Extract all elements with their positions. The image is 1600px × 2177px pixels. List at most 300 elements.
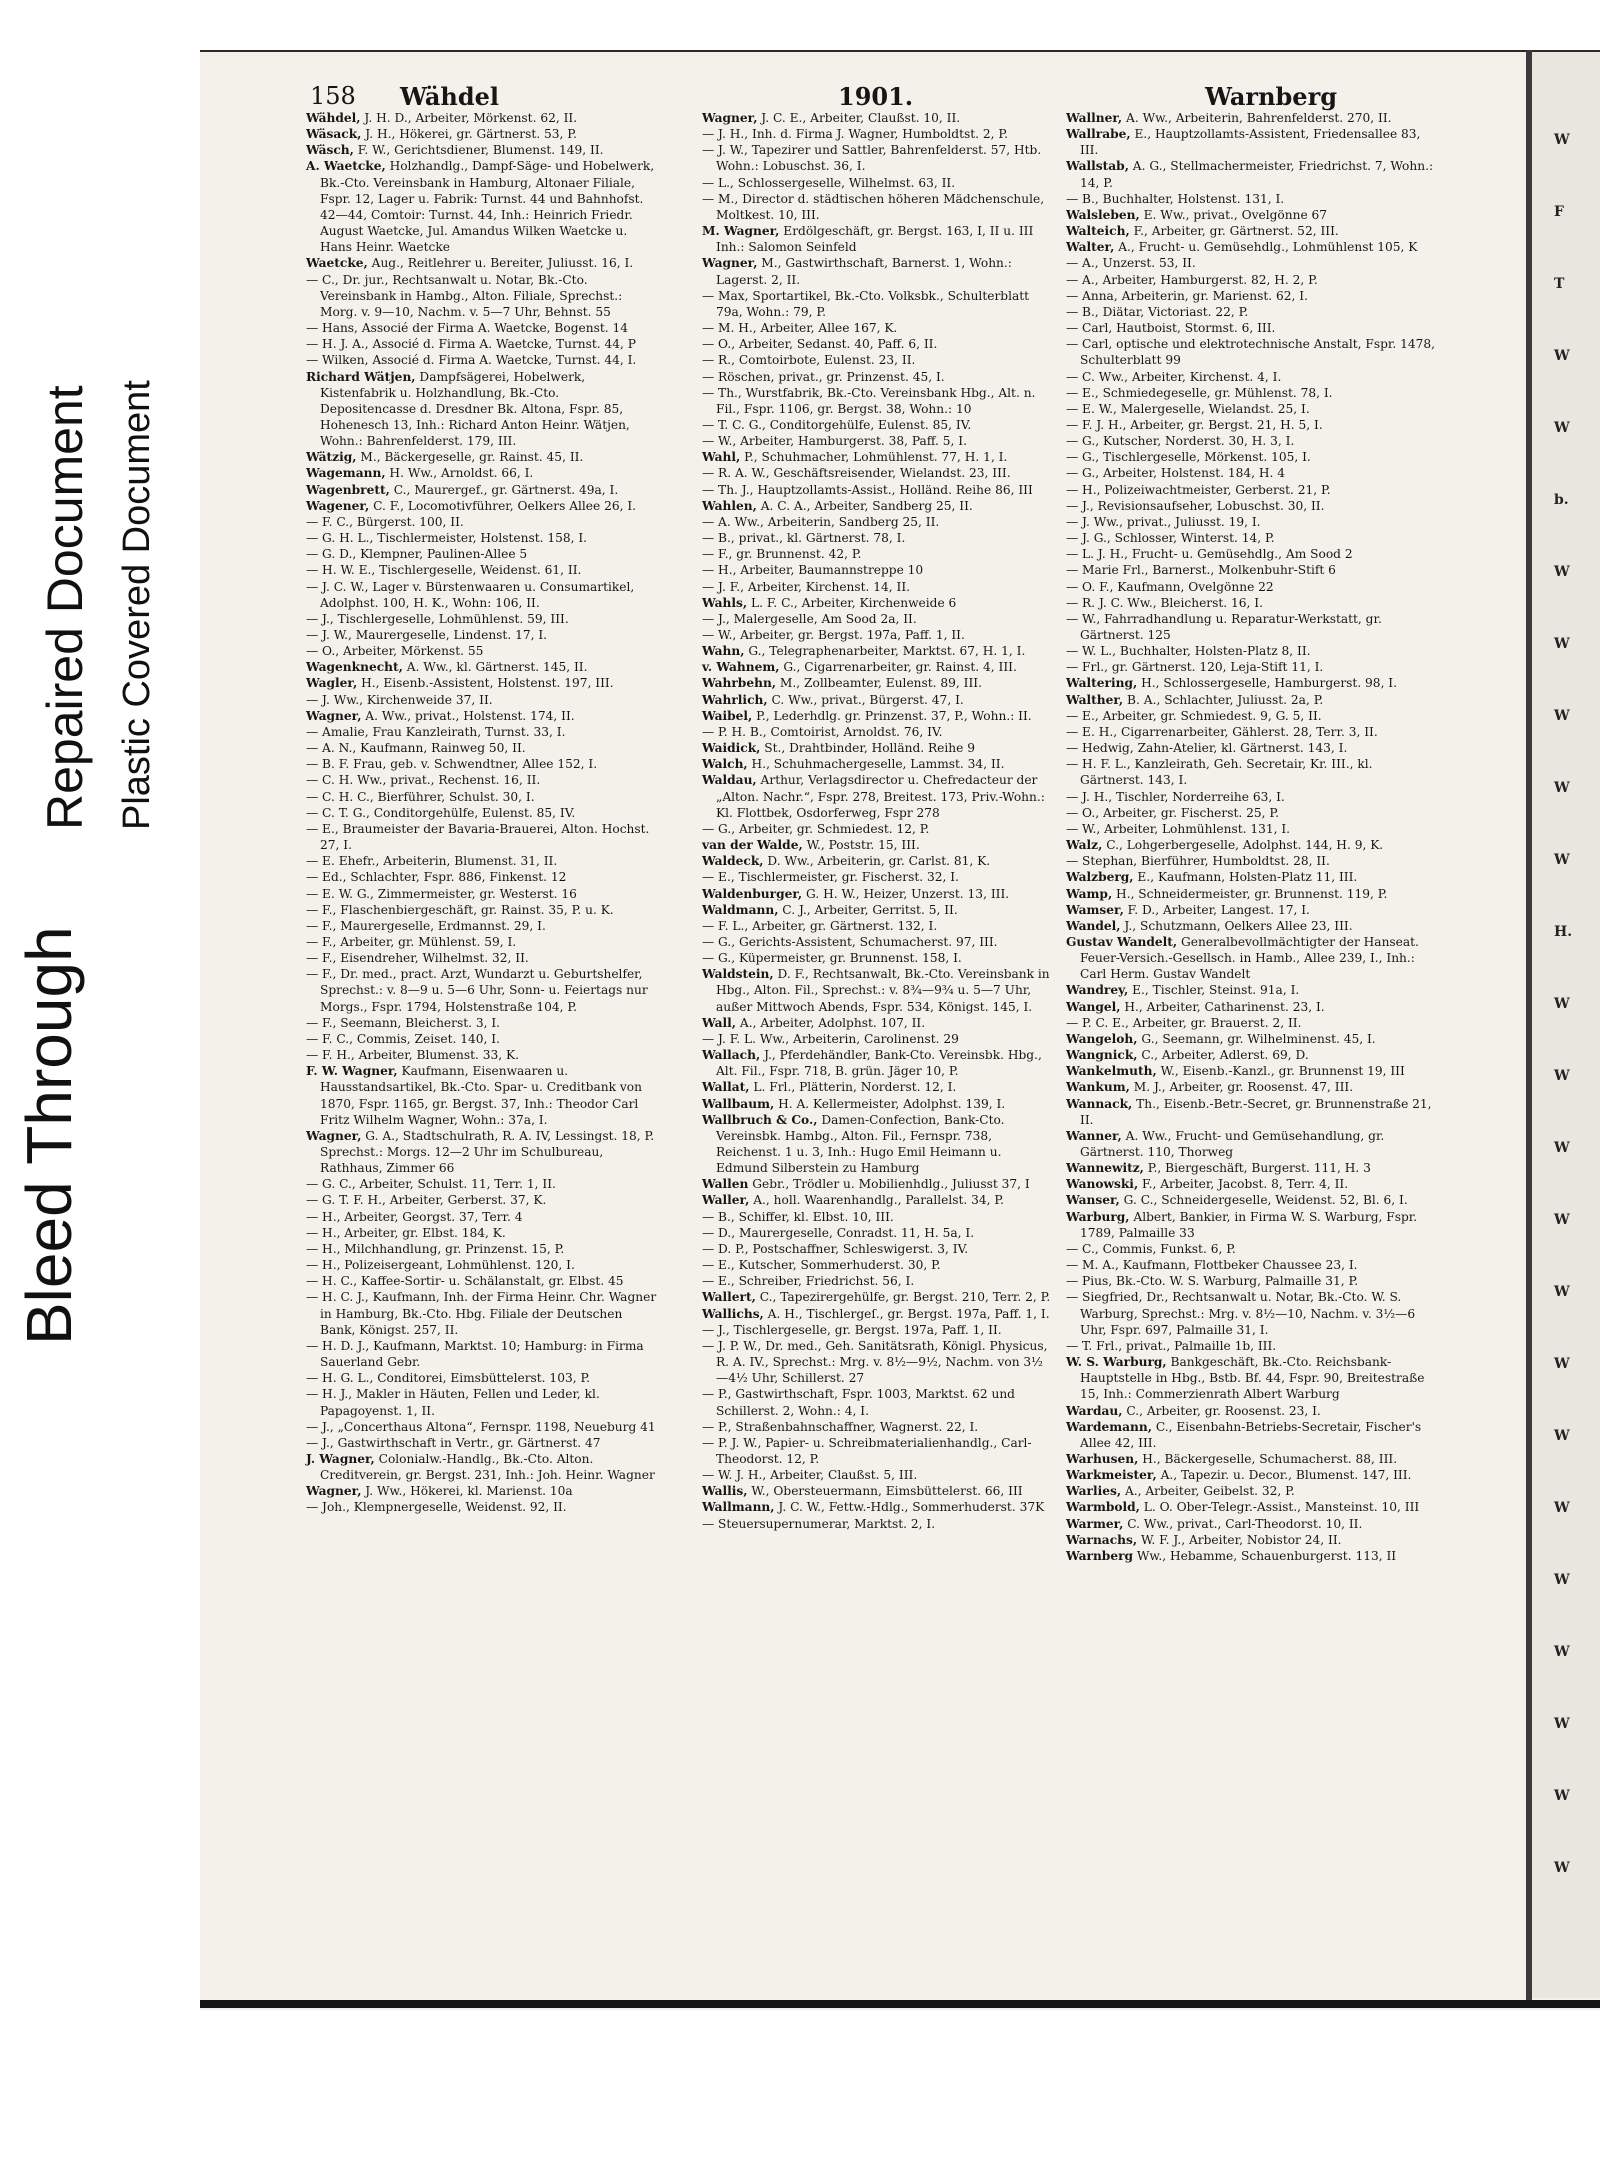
entry-details: J., Pferdehändler, Bank-Cto. Vereinsbk. Hbg., Alt. Fil., Fspr. 718, B. grün. Jäger 10, P. (716, 1048, 1042, 1079)
entry-details: C. Ww., privat., Bürgerst. 47, I. (767, 692, 964, 707)
directory-entry (1066, 659, 1438, 675)
entry-details: — H. C., Kaffee-Sortir- u. Schälanstalt, gr. Elbst. 45 (306, 1274, 624, 1289)
directory-entry (306, 579, 658, 611)
entry-details: J. C. W., Fettw.-Hdlg., Sommerhuderst. 37K (774, 1500, 1045, 1515)
directory-entry (306, 692, 658, 708)
directory-entry (702, 320, 1054, 336)
directory-entry (702, 1516, 1054, 1532)
entry-name: Wandel, (1066, 918, 1121, 933)
directory-entry (306, 805, 658, 821)
adjacent-page-fragment: F (1554, 204, 1564, 220)
entry-details: A. G., Stellmachermeister, Friedrichst. 7, Wohn.: 14, P. (1080, 159, 1434, 190)
directory-entry (702, 352, 1054, 368)
directory-entry (306, 126, 658, 142)
entry-details: A. Ww., Frucht- und Gemüsehandlung, gr. Gärtnerst. 110, Thorweg (1080, 1128, 1385, 1159)
directory-entry (702, 255, 1054, 287)
entry-details: E., Tischler, Steinst. 91a, I. (1128, 983, 1300, 998)
directory-entry (702, 1209, 1054, 1225)
entry-name: Wagner, (702, 256, 758, 271)
directory-entry (306, 1031, 658, 1047)
directory-entry (702, 692, 1054, 708)
entry-details: W., Obersteuermann, Eimsbüttelerst. 66, III (747, 1484, 1023, 1499)
directory-entry (1066, 336, 1438, 368)
directory-entry (702, 579, 1054, 595)
entry-details: — J. Ww., Kirchenweide 37, II. (306, 692, 493, 707)
entry-name: Wagner, (702, 111, 758, 125)
adjacent-page-fragment: W (1554, 996, 1570, 1012)
entry-details: — F., Dr. med., pract. Arzt, Wundarzt u. Geburtshelfer, Sprechst.: v. 8—9 u. 5—6 Uhr, Sonn- u. Feiertags nur Morgs., Fspr. 1794, Holstenstraße 104, P. (306, 967, 648, 1014)
directory-entry (1066, 401, 1438, 417)
directory-entry (1066, 918, 1438, 934)
entry-name: A. Waetcke, (306, 159, 386, 174)
entry-details: — Frl., gr. Gärtnerst. 120, Leja-Stift 11, I. (1066, 660, 1324, 675)
entry-details: — W., Arbeiter, gr. Bergst. 197a, Paff. 1, II. (702, 628, 965, 642)
entry-details: C., Lohgerbergeselle, Adolphst. 144, H. 9, K. (1102, 838, 1384, 853)
entry-details: H. Ww., Arnoldst. 66, I. (385, 466, 534, 481)
entry-details: — H., Arbeiter, Georgst. 37, Terr. 4 (306, 1209, 523, 1224)
directory-entry (702, 1273, 1054, 1289)
adjacent-page-fragment: W (1554, 1716, 1570, 1732)
entry-details: C., Arbeiter, Adlerst. 69, D. (1137, 1048, 1309, 1063)
entry-details: — G., Küpermeister, gr. Brunnenst. 158, I. (702, 951, 962, 966)
directory-entry (1066, 223, 1438, 239)
directory-entry (306, 1176, 658, 1192)
entry-name: Wagler, (306, 676, 358, 691)
entry-details: — C. H. C., Bierführer, Schulst. 30, I. (306, 789, 535, 804)
directory-entry (1066, 1160, 1438, 1176)
entry-details: — O., Arbeiter, Mörkenst. 55 (306, 644, 484, 659)
entry-details: — O. F., Kaufmann, Ovelgönne 22 (1066, 579, 1274, 594)
directory-entry (702, 110, 1054, 126)
directory-entry (702, 514, 1054, 530)
entry-name: Wallichs, (702, 1306, 764, 1321)
entry-name: Wangeloh, (1066, 1031, 1138, 1046)
directory-entry (306, 756, 658, 772)
entry-details: H., Schlossergeselle, Hamburgerst. 98, I. (1137, 676, 1398, 691)
entry-details: — B., privat., kl. Gärtnerst. 78, I. (702, 531, 906, 546)
entry-details: — J., Revisionsaufseher, Lobuschst. 30, II. (1066, 498, 1325, 513)
entry-details: — L. J. H., Frucht- u. Gemüsehdlg., Am Sood 2 (1066, 547, 1353, 562)
adjacent-page-fragment: W (1554, 1788, 1570, 1804)
entry-details: — G., Gerichts-Assistent, Schumacherst. 97, III. (702, 934, 998, 949)
directory-entry (1066, 304, 1438, 320)
entry-name: Waltering, (1066, 676, 1138, 691)
entry-name: Warmbold, (1066, 1500, 1140, 1515)
entry-name: Wallstab, (1066, 159, 1129, 174)
directory-entry (1066, 1079, 1438, 1095)
entry-details: — F. H., Arbeiter, Blumenst. 33, K. (306, 1048, 519, 1063)
adjacent-page-fragment: b. (1554, 492, 1569, 508)
entry-details: C. F., Locomotivführer, Oelkers Allee 26, I. (369, 498, 637, 513)
entry-name: Walch, (702, 757, 748, 772)
adjacent-page-fragment: W (1554, 1500, 1570, 1516)
entry-name: Wamp, (1066, 886, 1113, 901)
adjacent-page-fragment: W (1554, 780, 1570, 796)
directory-entry (702, 837, 1054, 853)
directory-entry (306, 1289, 658, 1337)
entry-details: — C. Ww., Arbeiter, Kirchenst. 4, I. (1066, 369, 1282, 384)
entry-details: — E. W., Malergeselle, Wielandst. 25, I. (1066, 401, 1310, 416)
entry-details: M., Bäckergeselle, gr. Rainst. 45, II. (356, 450, 584, 465)
directory-entry (702, 546, 1054, 562)
directory-entry (306, 336, 658, 352)
directory-entry (306, 789, 658, 805)
entry-details: — G., Tischlergeselle, Mörkenst. 105, I. (1066, 450, 1311, 465)
entry-name: Wallen (702, 1177, 749, 1192)
entry-name: Wagner, (306, 1128, 362, 1143)
entry-details: Gebr., Trödler u. Mobilienhdlg., Juliusst 37, I (748, 1177, 1030, 1192)
adjacent-page-fragment: W (1554, 1644, 1570, 1660)
entry-details: — Hans, Associé der Firma A. Waetcke, Bogenst. 14 (306, 321, 628, 336)
directory-entry (1066, 1192, 1438, 1208)
directory-entry (1066, 934, 1438, 982)
directory-entry (306, 142, 658, 158)
entry-name: Wahlen, (702, 498, 757, 513)
adjacent-page-fragment: W (1554, 132, 1570, 148)
entry-details: — J. H., Tischler, Norderreihe 63, I. (1066, 789, 1285, 804)
entry-details: — H. G. L., Conditorei, Eimsbüttelerst. 103, P. (306, 1371, 591, 1386)
entry-name: Wagner, (306, 1484, 362, 1499)
adjacent-page-fragment: W (1554, 1212, 1570, 1228)
directory-entry (1066, 546, 1438, 562)
entry-name: Warburg, (1066, 1209, 1130, 1224)
entry-details: H., Eisenb.-Assistent, Holstenst. 197, III. (357, 676, 614, 691)
entry-name: Wamser, (1066, 902, 1124, 917)
entry-details: Colonialw.-Handlg., Bk.-Cto. Alton. Creditverein, gr. Bergst. 231, Inh.: Joh. Heinr. Wagner (320, 1451, 655, 1483)
entry-name: Wanowski, (1066, 1177, 1139, 1192)
entry-details: — F., Arbeiter, gr. Mühlenst. 59, I. (306, 934, 517, 949)
directory-entry (1066, 982, 1438, 998)
directory-entry (306, 611, 658, 627)
entry-details: C., Arbeiter, gr. Roosenst. 23, I. (1122, 1403, 1321, 1418)
directory-entry (306, 772, 658, 788)
entry-details: — T. C. G., Conditorgehülfe, Eulenst. 85, IV. (702, 417, 972, 432)
entry-details: Holzhandlg., Dampf-Säge- und Hobelwerk, Bk.-Cto. Vereinsbank in Hamburg, Altonaer Filiale, Fspr. 12, Lager u. Fabrik: Turnst. 44 und Bahnhofst. 42—44, Comtoir: Turnst. 44, Inh.: Heinrich Friedr. August Waetcke, Jul. Amandus Wilken Waetcke u. Hans Heinr. Waetcke (320, 159, 655, 255)
entry-details: — G. C., Arbeiter, Schulst. 11, Terr. 1, II. (306, 1177, 556, 1192)
entry-details: — C. T. G., Conditorgehülfe, Eulenst. 85, IV. (306, 805, 576, 820)
entry-name: Waldstein, (702, 967, 774, 982)
entry-details: — F., Seemann, Bleicherst. 3, I. (306, 1015, 501, 1030)
entry-name: Warnberg (1066, 1548, 1134, 1563)
directory-entry (306, 482, 658, 498)
entry-details: — T. Frl., privat., Palmaille 1b, III. (1066, 1338, 1277, 1353)
adjacent-page-fragment: W (1554, 348, 1570, 364)
entry-name: Wankelmuth, (1066, 1064, 1157, 1079)
directory-entry (1066, 385, 1438, 401)
directory-entry (702, 1338, 1054, 1386)
directory-entry (306, 562, 658, 578)
directory-entry (702, 449, 1054, 465)
entry-details: — B., Diätar, Victoriast. 22, P. (1066, 304, 1249, 319)
entry-details: — H. J. A., Associé d. Firma A. Waetcke, Turnst. 44, P (306, 337, 637, 352)
directory-entry (1066, 530, 1438, 546)
directory-entry (306, 1338, 658, 1370)
entry-details: — D. P., Postschaffner, Schleswigerst. 3, IV. (702, 1241, 969, 1256)
directory-entry (306, 853, 658, 869)
entry-name: Warkmeister, (1066, 1468, 1157, 1483)
entry-name: Wanner, (1066, 1128, 1122, 1143)
directory-entry (702, 1015, 1054, 1031)
entry-details: — F. C., Commis, Zeiset. 140, I. (306, 1031, 500, 1046)
directory-entry (1066, 562, 1438, 578)
directory-entry (1066, 869, 1438, 885)
entry-details: — R., Comtoirbote, Eulenst. 23, II. (702, 353, 916, 368)
entry-details: — J. F., Arbeiter, Kirchenst. 14, II. (702, 579, 911, 594)
directory-entry (702, 595, 1054, 611)
entry-name: Walter, (1066, 240, 1115, 255)
entry-details: — O., Arbeiter, gr. Fischerst. 25, P. (1066, 805, 1279, 820)
entry-details: H., Arbeiter, Catharinenst. 23, I. (1120, 999, 1325, 1014)
entry-details: J. H., Hökerei, gr. Gärtnerst. 53, P. (361, 127, 577, 142)
entry-details: A., Tapezir. u. Decor., Blumenst. 147, III. (1156, 1468, 1412, 1483)
entry-details: L. Frl., Plätterin, Norderst. 12, I. (749, 1080, 957, 1095)
entry-details: — J. P. W., Dr. med., Geh. Sanitätsrath, Königl. Physicus, R. A. IV., Sprechst.: Mrg. v. 8½—9½, Nachm. von 3½—4½ Uhr, Schillerst. 27 (702, 1338, 1048, 1386)
directory-entry (1066, 1063, 1438, 1079)
directory-entry (1066, 1499, 1438, 1515)
entry-details: — E., Schmiedegeselle, gr. Mühlenst. 78, I. (1066, 385, 1333, 400)
directory-entry (306, 724, 658, 740)
entry-details: C. Ww., privat., Carl-Theodorst. 10, II. (1123, 1516, 1363, 1531)
entry-details: E., Hauptzollamts-Assistent, Friedensallee 83, III. (1080, 127, 1421, 158)
directory-entry (702, 1499, 1054, 1515)
entry-details: A., Arbeiter, Adolphst. 107, II. (736, 1015, 926, 1030)
entry-name: Wätzig, (306, 450, 357, 465)
entry-details: — Wilken, Associé d. Firma A. Waetcke, Turnst. 44, I. (306, 353, 637, 368)
directory-entry (1066, 1516, 1438, 1532)
entry-name: Wagenbrett, (306, 482, 390, 497)
entry-details: — B., Schiffer, kl. Elbst. 10, III. (702, 1209, 894, 1224)
directory-entry (702, 853, 1054, 869)
entry-details: — O., Arbeiter, Sedanst. 40, Paff. 6, II. (702, 337, 938, 352)
directory-entry (702, 1386, 1054, 1418)
entry-details: — H. C. J., Kaufmann, Inh. der Firma Heinr. Chr. Wagner in Hamburg, Bk.-Cto. Hbg. Filiale der Deutschen Bank, Königst. 257, II. (306, 1290, 657, 1337)
entry-name: Walsleben, (1066, 207, 1140, 222)
entry-details: — G. H. L., Tischlermeister, Holstenst. 158, I. (306, 531, 588, 546)
entry-details: A., Arbeiter, Geibelst. 32, P. (1121, 1484, 1295, 1499)
entry-details: — F., Flaschenbiergeschäft, gr. Rainst. 35, P. u. K. (306, 902, 614, 917)
directory-entry (306, 1386, 658, 1418)
directory-entry (702, 821, 1054, 837)
entry-name: Warnachs, (1066, 1532, 1138, 1547)
entry-details: — J. C. W., Lager v. Bürstenwaaren u. Consumartikel, Adolphst. 100, H. K., Wohn: 106, II. (306, 579, 635, 610)
entry-name: Wahrbehn, (702, 676, 777, 691)
entry-details: G., Cigarrenarbeiter, gr. Rainst. 4, III. (779, 660, 1017, 675)
running-head-right: Warnberg (1205, 82, 1337, 111)
entry-details: — R. A. W., Geschäftsreisender, Wielandst. 23, III. (702, 466, 1011, 481)
entry-name: M. Wagner, (702, 224, 780, 239)
entry-name: Wannack, (1066, 1096, 1133, 1111)
entry-details: — H., Polizeiwachtmeister, Gerberst. 21, P. (1066, 482, 1331, 497)
directory-entry (306, 255, 658, 271)
entry-details: — A., Arbeiter, Hamburgerst. 82, H. 2, P. (1066, 272, 1318, 287)
adjacent-page-fragment: T (1554, 276, 1565, 292)
entry-details: F. W., Gerichtsdiener, Blumenst. 149, II. (353, 143, 604, 158)
entry-details: A. Ww., Arbeiterin, Bahrenfelderst. 270, II. (1122, 111, 1392, 125)
entry-name: Wallrabe, (1066, 127, 1131, 142)
directory-entry (1066, 1241, 1438, 1257)
entry-details: H., Schneidermeister, gr. Brunnenst. 119, P. (1112, 886, 1388, 901)
scan-bottom-edge (200, 2000, 1600, 2008)
directory-entry (702, 1467, 1054, 1483)
entry-details: — A., Unzerst. 53, II. (1066, 256, 1196, 271)
directory-entry (1066, 1354, 1438, 1402)
entry-details: — J., „Concerthaus Altona“, Fernspr. 1198, Neueburg 41 (306, 1419, 656, 1434)
directory-entry (702, 659, 1054, 675)
entry-details: F. D., Arbeiter, Langest. 17, I. (1123, 902, 1310, 917)
adjacent-page-fragment: W (1554, 420, 1570, 436)
entry-name: Warmer, (1066, 1516, 1124, 1531)
entry-details: — W., Arbeiter, Hamburgerst. 38, Paff. 5, I. (702, 434, 967, 449)
entry-details: — Stephan, Bierführer, Humboldtst. 28, II. (1066, 854, 1330, 869)
directory-entry (702, 1176, 1054, 1192)
entry-details: — W., Arbeiter, Lohmühlenst. 131, I. (1066, 821, 1291, 836)
directory-entry (1066, 369, 1438, 385)
entry-details: L. O. Ober-Telegr.-Assist., Mansteinst. 10, III (1139, 1500, 1420, 1515)
entry-name: Wahrlich, (702, 692, 768, 707)
entry-name: Wäsch, (306, 143, 354, 158)
directory-entry (306, 1015, 658, 1031)
directory-entry (306, 886, 658, 902)
adjacent-page-fragment: W (1554, 1140, 1570, 1156)
plastic-covered-note: Plastic Covered Document (116, 380, 158, 830)
entry-details: — G., Arbeiter, Holstenst. 184, H. 4 (1066, 466, 1285, 481)
entry-name: Waldmann, (702, 902, 779, 917)
entry-name: Waller, (702, 1193, 750, 1208)
directory-entry (1066, 417, 1438, 433)
entry-name: Waldau, (702, 773, 757, 788)
directory-entry (306, 465, 658, 481)
adjacent-page-edge (1532, 52, 1600, 1998)
repaired-document-note: Repaired Document (37, 385, 93, 830)
entry-details: G., Seemann, gr. Wilhelminenst. 45, I. (1137, 1031, 1376, 1046)
entry-name: Warlies, (1066, 1484, 1122, 1499)
directory-entry (306, 320, 658, 336)
entry-details: D. Ww., Arbeiterin, gr. Carlst. 81, K. (763, 854, 991, 869)
directory-entry (702, 126, 1054, 142)
adjacent-page-fragment: W (1554, 1068, 1570, 1084)
directory-entry (702, 433, 1054, 449)
directory-entry (1066, 465, 1438, 481)
entry-details: Kaufmann, Eisenwaaren u. Hausstandsartikel, Bk.-Cto. Spar- u. Creditbank von 1870, Fspr. 1165, gr. Bergst. 37, Inh.: Theodor Carl Fritz Wilhelm Wagner, Wohn.: 37a, I. (320, 1064, 642, 1127)
entry-details: — W., Fahrradhandlung u. Reparatur-Werkstatt, gr. Gärtnerst. 125 (1066, 611, 1382, 642)
entry-details: — G. T. F. H., Arbeiter, Gerberst. 37, K. (306, 1193, 547, 1208)
entry-details: — B. F. Frau, geb. v. Schwendtner, Allee 152, I. (306, 757, 598, 772)
directory-entry (702, 191, 1054, 223)
directory-entry (1066, 789, 1438, 805)
entry-details: — Amalie, Frau Kanzleirath, Turnst. 33, I. (306, 724, 566, 739)
directory-entry (1066, 692, 1438, 708)
entry-details: G. H. W., Heizer, Unzerst. 13, III. (802, 886, 1010, 901)
entry-details: Th., Eisenb.-Betr.-Secret, gr. Brunnenstraße 21, II. (1080, 1096, 1432, 1127)
entry-details: — J., Malergeselle, Am Sood 2a, II. (702, 611, 917, 626)
directory-entry (702, 966, 1054, 1014)
directory-entry (1066, 1548, 1438, 1564)
entry-details: — L., Schlossergeselle, Wilhelmst. 63, II. (702, 175, 956, 190)
entry-details: — C. H. Ww., privat., Rechenst. 16, II. (306, 773, 541, 788)
entry-name: Wallbruch & Co., (702, 1112, 818, 1127)
directory-entry (306, 1273, 658, 1289)
entry-details: Damen-Confection, Bank-Cto. Vereinsbk. Hambg., Alton. Fil., Fernspr. 738, Reichenst. 1 u. 3, Inh.: Hugo Emil Heimann u. Edmund Silberstein zu Hamburg (716, 1112, 1005, 1176)
entry-details: — Joh., Klempnergeselle, Weidenst. 92, II. (306, 1500, 567, 1515)
entry-name: Walteich, (1066, 224, 1130, 239)
entry-details: — P. C. E., Arbeiter, gr. Brauerst. 2, II. (1066, 1015, 1302, 1030)
directory-column-1 (306, 110, 658, 1516)
directory-entry (702, 1257, 1054, 1273)
entry-details: — Th. J., Hauptzollamts-Assist., Holländ. Reihe 86, III (702, 482, 1033, 497)
directory-entry (702, 772, 1054, 820)
adjacent-page-fragment: W (1554, 1572, 1570, 1588)
entry-name: Waldenburger, (702, 886, 803, 901)
directory-entry (306, 821, 658, 853)
entry-details: A. C. A., Arbeiter, Sandberg 25, II. (756, 498, 973, 513)
directory-entry (702, 385, 1054, 417)
directory-entry (702, 465, 1054, 481)
entry-details: P., Lederhdlg. gr. Prinzenst. 37, P., Wohn.: II. (752, 708, 1032, 723)
directory-entry (702, 1241, 1054, 1257)
directory-entry (702, 643, 1054, 659)
directory-entry (702, 708, 1054, 724)
entry-details: — G. D., Klempner, Paulinen-Allee 5 (306, 547, 528, 562)
directory-entry (306, 1063, 658, 1128)
entry-details: C. J., Arbeiter, Gerritst. 5, II. (778, 902, 958, 917)
directory-entry (1066, 1419, 1438, 1451)
directory-entry (702, 175, 1054, 191)
directory-entry (702, 1483, 1054, 1499)
entry-details: C., Maurergef., gr. Gärtnerst. 49a, I. (389, 482, 619, 497)
entry-details: G. C., Schneidergeselle, Weidenst. 52, Bl. 6, I. (1119, 1193, 1408, 1208)
entry-details: Dampfsägerei, Hobelwerk, Kistenfabrik u. Holzhandlung, Bk.-Cto. Depositencasse d. Dresdner Bk. Altona, Fspr. 85, Hohenesch 13, Inh.: Richard Anton Heinr. Wätjen, Wohn.: Bahrenfelderst. 179, III. (320, 369, 630, 449)
directory-column-3 (1066, 110, 1438, 1564)
directory-entry (306, 902, 658, 918)
directory-entry (702, 1322, 1054, 1338)
adjacent-page-fragment: W (1554, 852, 1570, 868)
entry-details: — H., Milchhandlung, gr. Prinzenst. 15, P. (306, 1241, 565, 1256)
entry-name: Wallner, (1066, 111, 1123, 125)
entry-details: — F., gr. Brunnenst. 42, P. (702, 547, 862, 562)
directory-entry (1066, 1451, 1438, 1467)
directory-entry (1066, 740, 1438, 756)
directory-entry (1066, 902, 1438, 918)
entry-details: — H., Arbeiter, gr. Elbst. 184, K. (306, 1225, 506, 1240)
directory-entry (1066, 1532, 1438, 1548)
directory-entry (306, 643, 658, 659)
directory-entry (1066, 1015, 1438, 1031)
directory-entry (306, 966, 658, 1014)
entry-details: — E. H., Cigarrenarbeiter, Gählerst. 28, Terr. 3, II. (1066, 724, 1378, 739)
entry-details: — E., Braumeister der Bavaria-Brauerei, Alton. Hochst. 27, I. (306, 821, 650, 853)
adjacent-page-fragment: W (1554, 564, 1570, 580)
entry-name: Wäsack, (306, 127, 362, 142)
entry-details: — H. F. L., Kanzleirath, Geh. Secretair, Kr. III., kl. Gärtnerst. 143, I. (1066, 757, 1373, 788)
directory-entry (702, 336, 1054, 352)
directory-entry (1066, 498, 1438, 514)
entry-details: — P. H. B., Comtoirist, Arnoldst. 76, IV. (702, 724, 943, 739)
entry-name: Waidick, (702, 741, 761, 756)
directory-entry (1066, 255, 1438, 271)
directory-entry (1066, 1176, 1438, 1192)
directory-entry (702, 675, 1054, 691)
directory-entry (702, 934, 1054, 950)
entry-details: — J. W., Tapezirer und Sattler, Bahrenfelderst. 57, Htb. Wohn.: Lobuschst. 36, I. (702, 143, 1042, 174)
directory-entry (702, 886, 1054, 902)
entry-name: Wardau, (1066, 1403, 1123, 1418)
entry-details: — E. Ehefr., Arbeiterin, Blumenst. 31, II. (306, 854, 558, 869)
entry-details: Arthur, Verlagsdirector u. Chefredacteur der „Alton. Nachr.“, Fspr. 278, Breitest. 173, Priv.-Wohn.: Kl. Flottbek, Osdorferweg, Fspr 278 (716, 773, 1045, 820)
entry-details: — E. W. G., Zimmermeister, gr. Westerst. 16 (306, 886, 577, 901)
entry-details: St., Drahtbinder, Holländ. Reihe 9 (760, 741, 975, 756)
entry-details: J., Schutzmann, Oelkers Allee 23, III. (1120, 918, 1353, 933)
entry-name: Wangel, (1066, 999, 1121, 1014)
